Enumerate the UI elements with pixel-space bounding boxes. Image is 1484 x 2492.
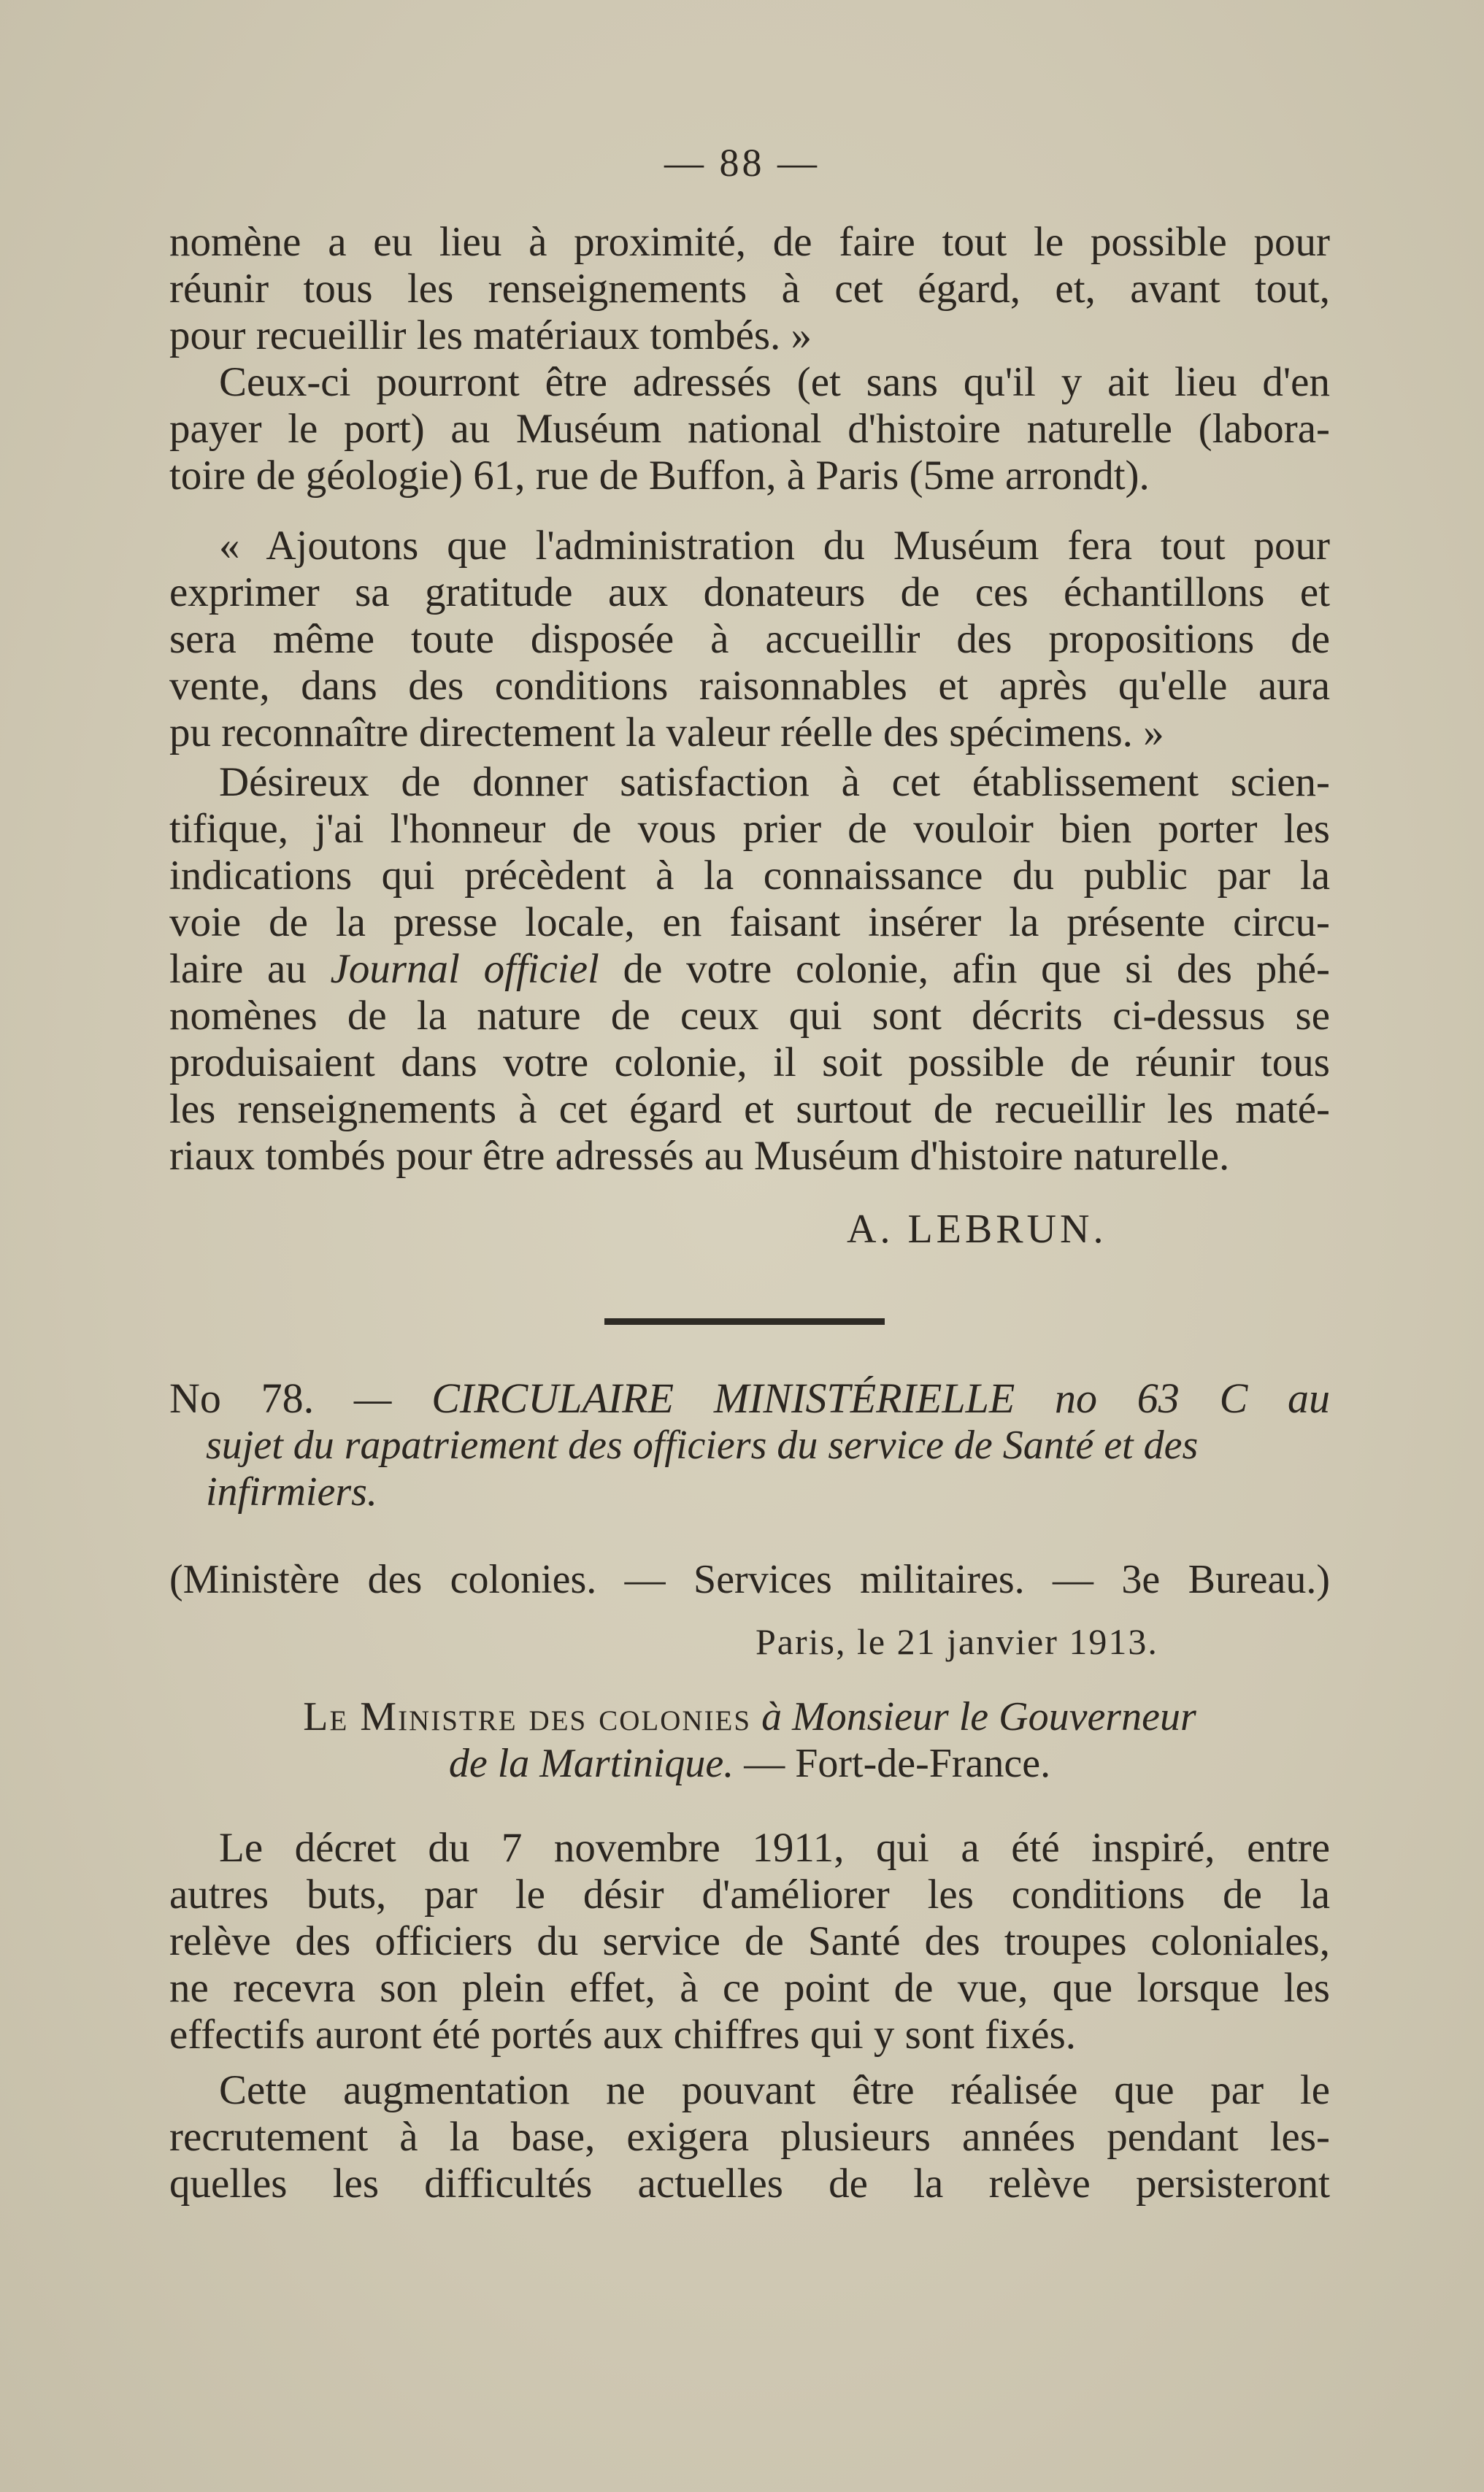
text-segment: laire au bbox=[169, 946, 331, 992]
section-divider bbox=[604, 1318, 885, 1325]
text-line: pu reconnaître directement la valeur réelle des spécimens. » bbox=[169, 709, 1164, 755]
text-line: ne recevra son plein effet, à ce point de vue, que lorsque les bbox=[169, 1965, 1330, 2011]
text-line: sera même toute disposée à accueillir des propositions de bbox=[169, 616, 1330, 662]
text-line: effectifs auront été portés aux chiffres qui y sont fixés. bbox=[169, 2012, 1077, 2058]
text-line: riaux tombés pour être adressés au Muséum d'histoire naturelle. bbox=[169, 1133, 1230, 1179]
address-line bbox=[169, 1740, 1330, 1787]
signature: A. LEBRUN. bbox=[847, 1207, 1107, 1252]
text-line: quelles les difficultés actuelles de la relève persisteront bbox=[169, 2161, 1330, 2207]
circular-subject: infirmiers. bbox=[206, 1469, 377, 1515]
text-line: pour recueillir les matériaux tombés. » bbox=[169, 312, 812, 358]
paragraph-continuation bbox=[169, 219, 1330, 359]
text-line: relève des officiers du service de Santé des troupes coloniales, bbox=[169, 1918, 1330, 1964]
paragraph-address bbox=[169, 359, 1330, 499]
text-line: Le décret du 7 novembre 1911, qui a été inspiré, entre bbox=[219, 1825, 1330, 1871]
date-line: Paris, le 21 janvier 1913. bbox=[756, 1621, 1158, 1662]
recipient-colony: de la Martinique. bbox=[448, 1741, 734, 1786]
paragraph-decree bbox=[169, 1825, 1330, 2058]
recipient: à Monsieur le Gouverneur bbox=[761, 1694, 1196, 1739]
text-line: vente, dans des conditions raisonnables et après qu'elle aura bbox=[169, 663, 1330, 709]
circular-number: No 78. bbox=[169, 1374, 315, 1422]
text-line: réunir tous les renseignements à cet égard, et, avant tout, bbox=[169, 266, 1330, 312]
text-line: exprimer sa gratitude aux donateurs de ces échantillons et bbox=[169, 569, 1330, 615]
text-line: produisaient dans votre colonie, il soit possible de réunir tous bbox=[169, 1039, 1330, 1085]
address-line bbox=[169, 1693, 1330, 1740]
text-line: voie de la presse locale, en faisant insérer la présente circu- bbox=[169, 899, 1330, 945]
text-line: nomènes de la nature de ceux qui sont décrits ci-dessus se bbox=[169, 993, 1330, 1039]
paragraph-request bbox=[169, 759, 1330, 1180]
text-line: recrutement à la base, exigera plusieurs années pendant les- bbox=[169, 2114, 1330, 2160]
text-line: tifique, j'ai l'honneur de vous prier de vouloir bien porter les bbox=[169, 806, 1330, 852]
circular-heading bbox=[169, 1375, 1330, 1422]
paragraph-gratitude bbox=[169, 523, 1330, 756]
paragraph-augmentation bbox=[169, 2067, 1330, 2207]
circular-subject: sujet du rapatriement des officiers du service de Santé et des bbox=[206, 1423, 1199, 1468]
text-line: nomène a eu lieu à proximité, de faire tout le possible pour bbox=[169, 219, 1330, 265]
text-segment: de votre colonie, afin que si des phé- bbox=[599, 946, 1330, 992]
text-line bbox=[169, 946, 1330, 993]
text-line: autres buts, par le désir d'améliorer les conditions de la bbox=[169, 1872, 1330, 1918]
text-line: Ceux-ci pourront être adressés (et sans qu'il y ait lieu d'en bbox=[219, 359, 1330, 405]
text-line: Cette augmentation ne pouvant être réalisée que par le bbox=[219, 2067, 1330, 2113]
recipient-city: — Fort-de-France. bbox=[734, 1741, 1051, 1786]
text-line: toire de géologie) 61, rue de Buffon, à Paris (5me arrondt). bbox=[169, 453, 1150, 499]
text-line: payer le port) au Muséum national d'histoire naturelle (labora- bbox=[169, 406, 1330, 452]
text-line: Désireux de donner satisfaction à cet établissement scien- bbox=[219, 759, 1330, 805]
text-line: les renseignements à cet égard et surtout de recueillir les maté- bbox=[169, 1086, 1330, 1132]
sender: Le Ministre des colonies bbox=[303, 1694, 752, 1739]
page-number: — 88 — bbox=[664, 141, 820, 185]
ministry-line: (Ministère des colonies. — Services militaires. — 3e Bureau.) bbox=[169, 1557, 1330, 1602]
journal-title: Journal officiel bbox=[330, 946, 599, 992]
text-line: indications qui précèdent à la connaissance du public par la bbox=[169, 853, 1330, 899]
circular-title: — CIRCULAIRE MINISTÉRIELLE no 63 C au bbox=[353, 1374, 1331, 1422]
text-line: « Ajoutons que l'administration du Muséum fera tout pour bbox=[219, 523, 1330, 569]
